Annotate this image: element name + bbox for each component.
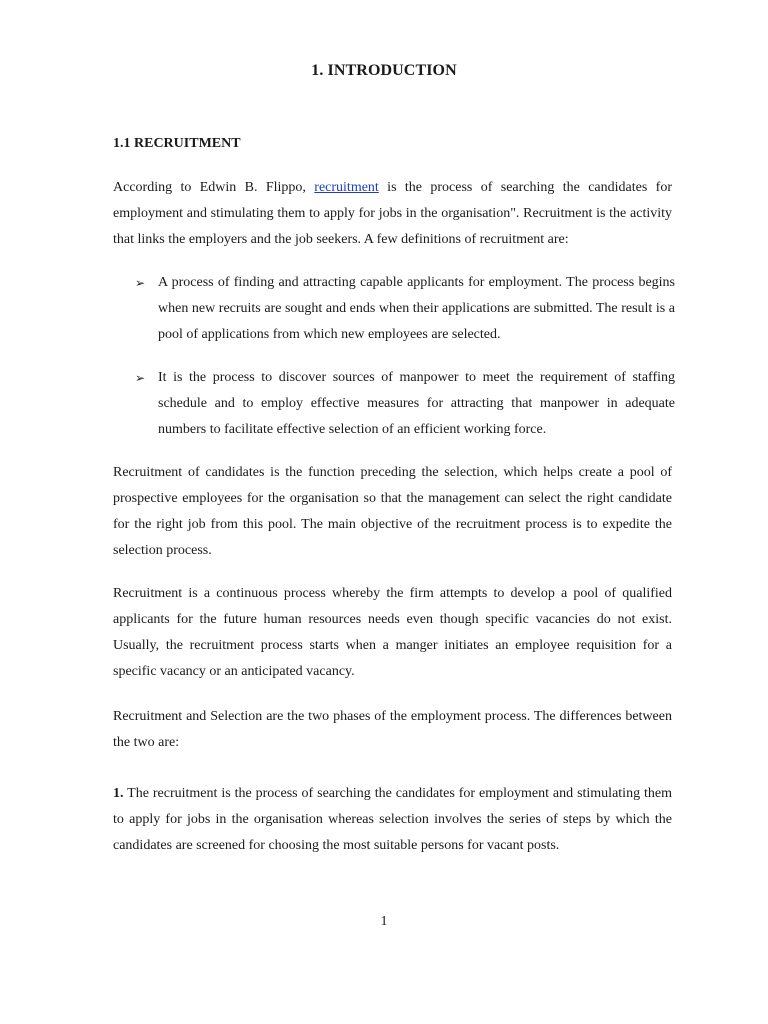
point-number: 1. xyxy=(113,786,124,801)
point-text: The recruitment is the process of searching the candidates for employment and stimulating them to apply for jobs in the organisation whereas selection involves the series of steps by which the candidates are screened for choosing the most suitable persons for vacant posts. xyxy=(113,786,672,853)
arrow-bullet-icon: ➢ xyxy=(135,276,146,290)
page-number: 1 xyxy=(380,914,388,929)
bullet-item xyxy=(135,270,675,348)
section-heading: 1.1 RECRUITMENT xyxy=(113,136,241,151)
body-paragraph: Recruitment is a continuous process whereby the firm attempts to develop a pool of qualified applicants for the future human resources needs even though specific vacancies do not exist. Usually, the recruitment process starts when a manger initiates an employee requisition for a specific vacancy or an anticipated vacancy. xyxy=(113,586,672,679)
bullet-text: A process of finding and attracting capable applicants for employment. The process begins when new recruits are sought and ends when their applications are submitted. The result is a pool of applications from which new employees are selected. xyxy=(158,275,675,342)
page-title: 1. INTRODUCTION xyxy=(311,62,457,79)
intro-text-before-link: According to Edwin B. Flippo, xyxy=(113,180,315,195)
bullet-text: It is the process to discover sources of manpower to meet the requirement of staffing schedule and to employ effective measures for attracting that manpower in adequate numbers to facilitate effective selection of an efficient working force. xyxy=(158,370,675,437)
body-paragraph: Recruitment and Selection are the two phases of the employment process. The differences between the two are: xyxy=(113,709,672,750)
recruitment-link[interactable]: recruitment xyxy=(314,180,379,195)
bullet-item xyxy=(135,365,675,443)
body-paragraph: Recruitment of candidates is the function preceding the selection, which helps create a pool of prospective employees for the organisation so that the management can select the right candidate for the right job from this pool. The main objective of the recruitment process is to expedite the selection process. xyxy=(113,465,672,558)
intro-text-after-link: is the process of searching the candidates for employment and stimulating them to apply for jobs in the organisation". Recruitment is the activity that links the employers and the job seekers. A few definitions of recruitment are: xyxy=(113,180,672,247)
intro-paragraph xyxy=(113,175,672,253)
numbered-point xyxy=(113,781,672,859)
arrow-bullet-icon: ➢ xyxy=(135,371,146,385)
